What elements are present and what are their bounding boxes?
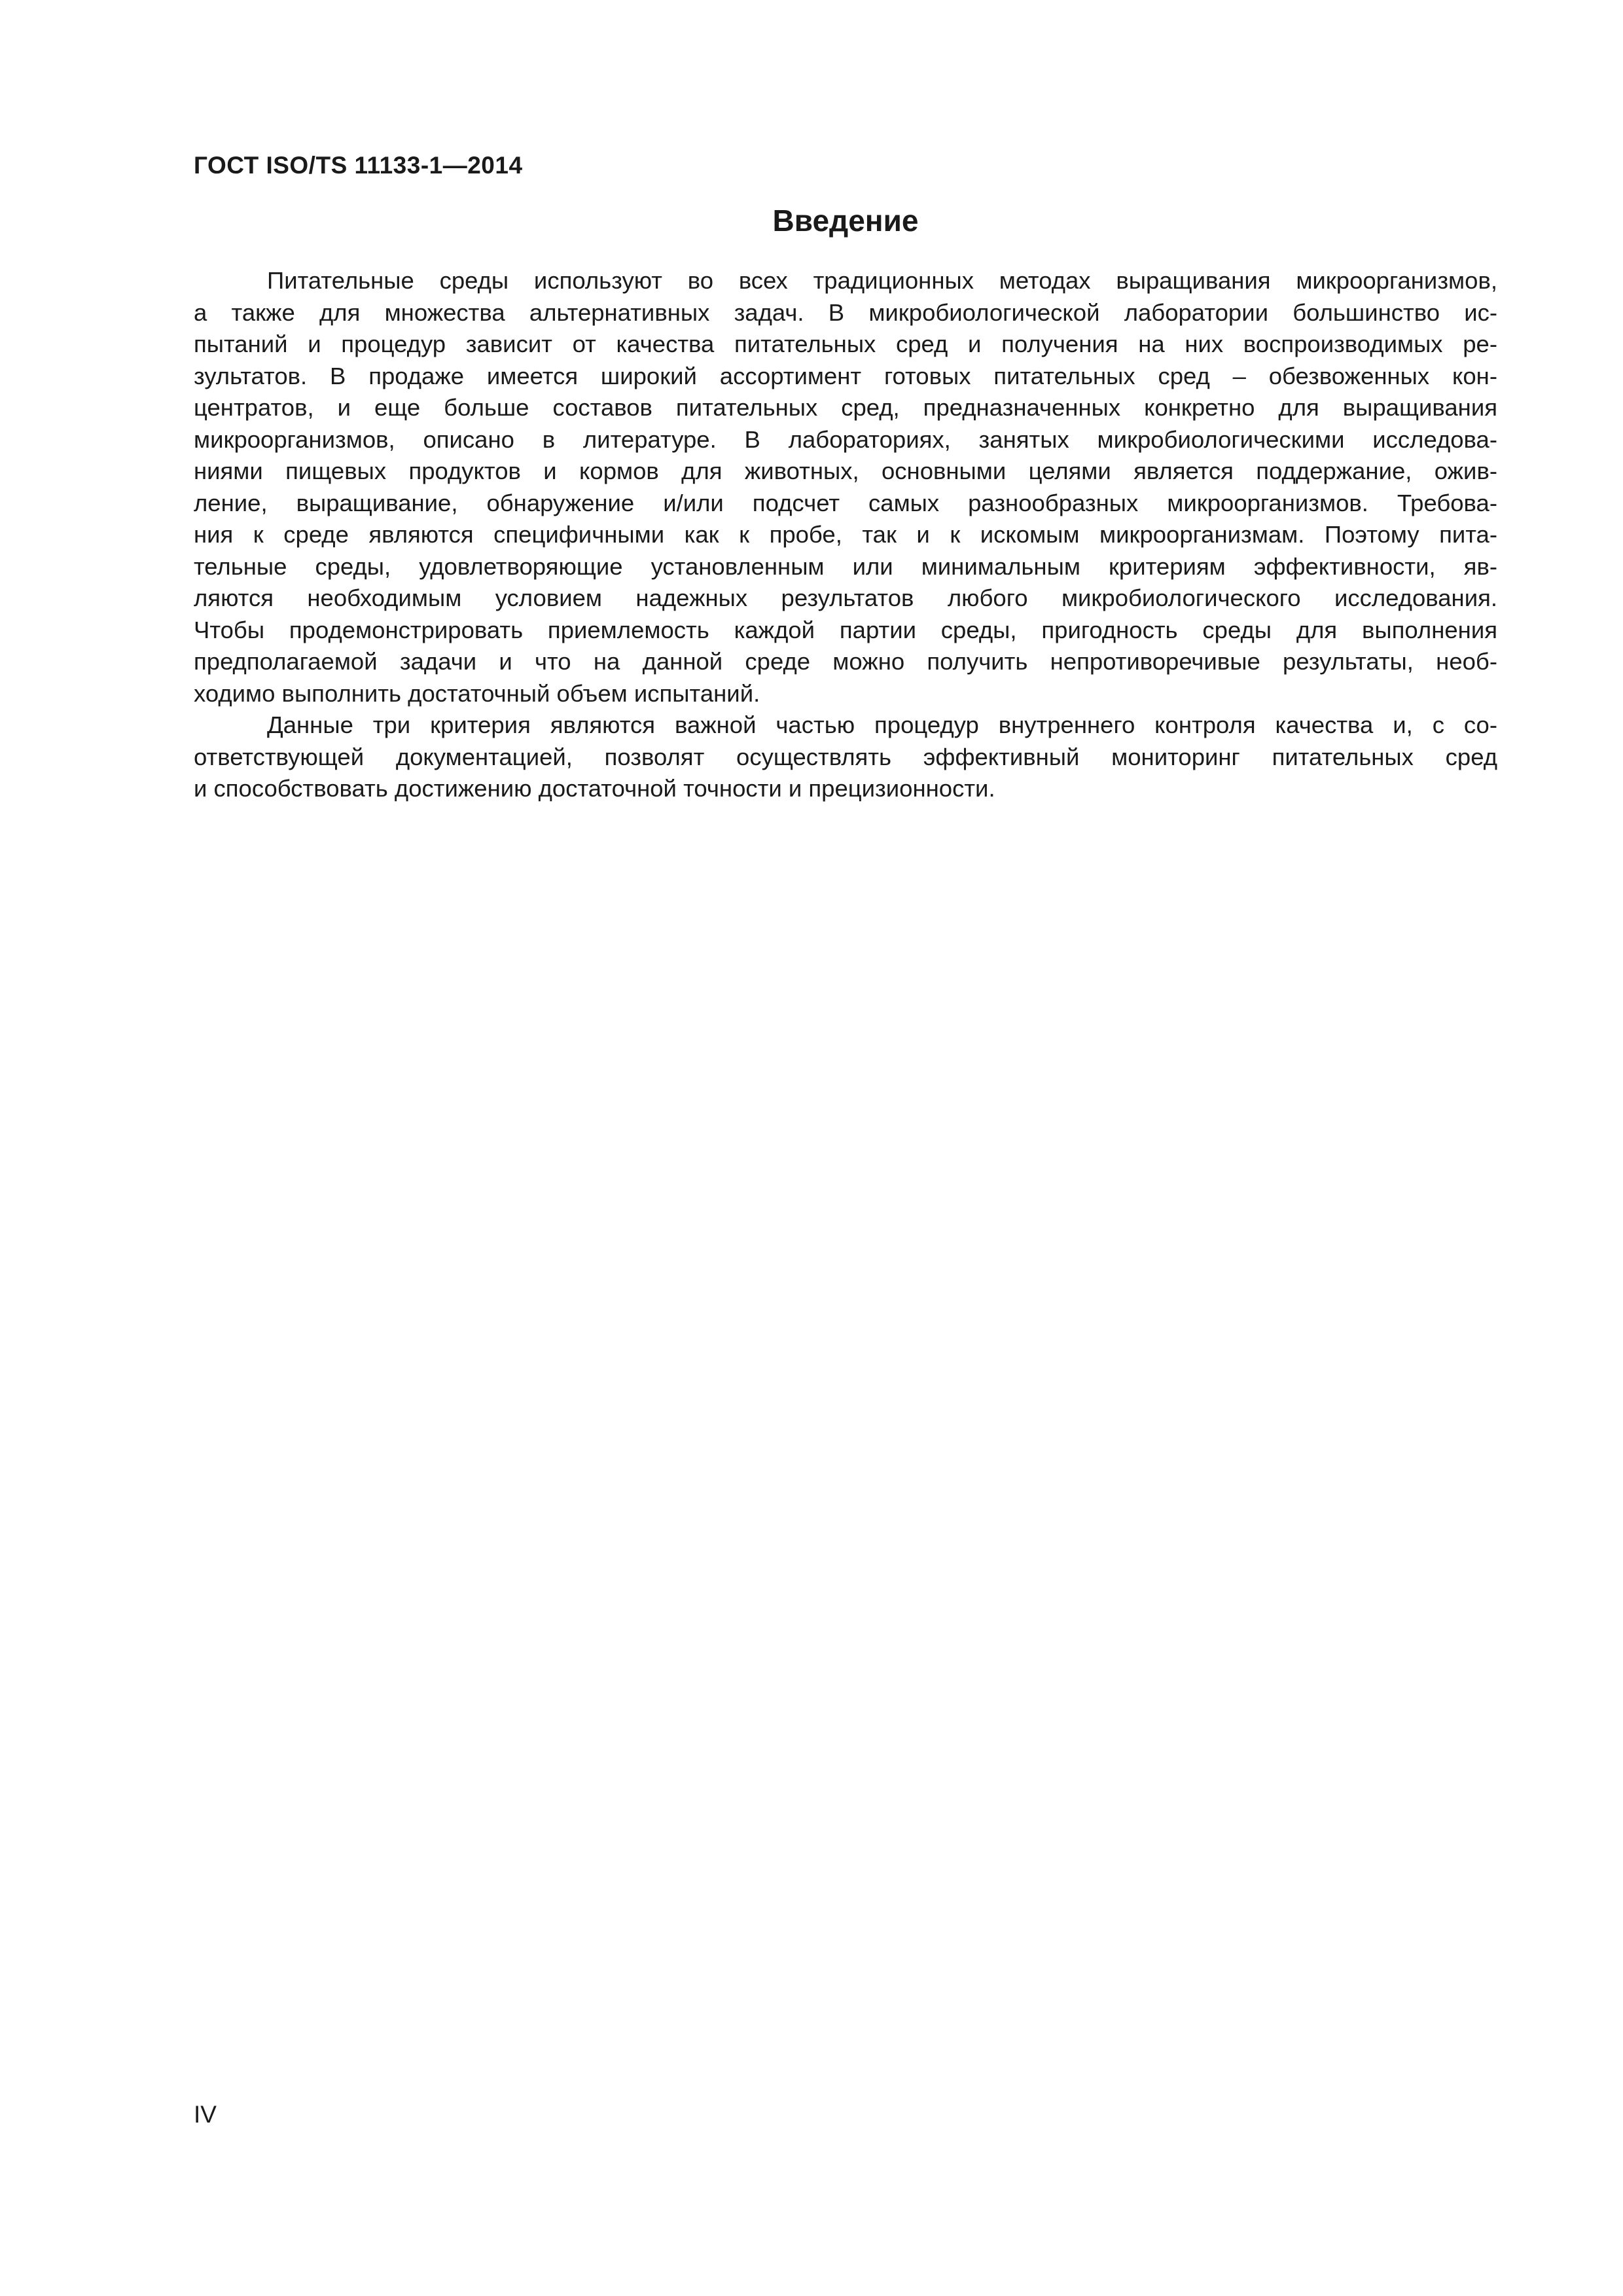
text-line: ниями пищевых продуктов и кормов для животных, основными целями является поддержание, ожив- <box>194 457 1497 484</box>
text-line: ляются необходимым условием надежных результатов любого микробиологического исследования. <box>194 584 1497 611</box>
text-line: ление, выращивание, обнаружение и/или подсчет самых разнообразных микроорганизмов. Требова- <box>194 489 1497 516</box>
paragraph-2 <box>194 709 1497 805</box>
text-line: зультатов. В продаже имеется широкий ассортимент готовых питательных сред – обезвоженных кон- <box>194 362 1497 389</box>
text-line: предполагаемой задачи и что на данной среде можно получить непротиворечивые результаты, необ- <box>194 648 1497 675</box>
text-line: Питательные среды используют во всех традиционных методах выращивания микроорганизмов, <box>267 267 1497 294</box>
body-text <box>194 265 1497 805</box>
text-line: Данные три критерия являются важной частью процедур внутреннего контроля качества и, с со- <box>267 711 1497 738</box>
text-line: микроорганизмов, описано в литературе. В лабораториях, занятых микробиологическими исследова- <box>194 425 1497 453</box>
text-line: и способствовать достижению достаточной точности и прецизионности. <box>194 775 995 802</box>
text-line: ходимо выполнить достаточный объем испытаний. <box>194 679 760 707</box>
text-line: центратов, и еще больше составов питательных сред, предназначенных конкретно для выращивания <box>194 394 1497 421</box>
standard-code-header: ГОСТ ISO/TS 11133-1—2014 <box>194 152 523 179</box>
text-line: ответствующей документацией, позволят осуществлять эффективный мониторинг питательных сред <box>194 743 1497 770</box>
text-line: ния к среде являются специфичными как к пробе, так и к искомым микроорганизмам. Поэтому пита- <box>194 521 1497 548</box>
text-line: Чтобы продемонстрировать приемлемость каждой партии среды, пригодность среды для выполнения <box>194 616 1497 643</box>
text-line: пытаний и процедур зависит от качества питательных сред и получения на них воспроизводимых ре- <box>194 331 1497 357</box>
paragraph-1 <box>194 265 1497 709</box>
section-title: Введение <box>772 204 919 238</box>
page-number: IV <box>194 2101 217 2128</box>
text-line: а также для множества альтернативных задач. В микробиологической лаборатории большинство ис- <box>194 298 1497 326</box>
text-line: тельные среды, удовлетворяющие установленным или минимальным критериям эффективности, яв- <box>194 552 1497 580</box>
